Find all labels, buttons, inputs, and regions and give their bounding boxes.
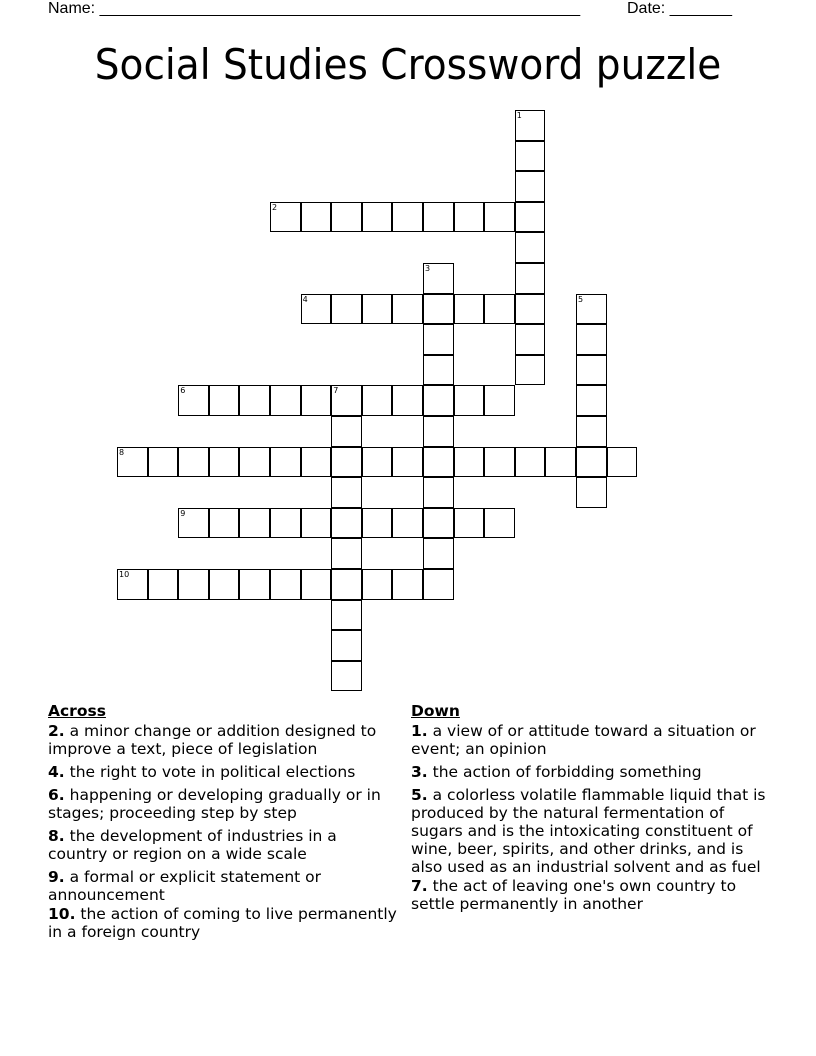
- grid-cell[interactable]: [331, 661, 362, 692]
- grid-cell[interactable]: [515, 171, 546, 202]
- cell-number: 2: [272, 202, 278, 212]
- clue-number: 8.: [48, 827, 65, 845]
- cell-number: 1: [516, 111, 522, 120]
- clue-number: 4.: [48, 763, 65, 781]
- grid-cell[interactable]: [454, 202, 485, 233]
- grid-cell[interactable]: [454, 447, 485, 478]
- grid-cell[interactable]: [423, 385, 454, 416]
- cell-number: 7: [333, 386, 339, 396]
- clue-down-5: [411, 786, 771, 876]
- page-title: Social Studies Crossword puzzle: [94, 40, 722, 89]
- clue-down-1: [411, 722, 771, 758]
- grid-cell[interactable]: [576, 294, 607, 325]
- grid-cell[interactable]: [362, 508, 393, 539]
- grid-cell[interactable]: [301, 202, 332, 233]
- grid-cell[interactable]: [515, 110, 546, 141]
- cell-number: 5: [578, 294, 584, 304]
- clue-text: a formal or explicit statement or announcement: [48, 868, 322, 904]
- grid-cell[interactable]: [576, 385, 607, 416]
- grid-cell[interactable]: [178, 508, 209, 539]
- clue-number: 2.: [48, 722, 65, 740]
- grid-cell[interactable]: [392, 508, 423, 539]
- grid-cell[interactable]: [454, 385, 485, 416]
- clue-text: the action of forbidding something: [432, 763, 702, 781]
- grid-cell[interactable]: [331, 600, 362, 631]
- grid-cell[interactable]: [423, 294, 454, 325]
- grid-cell[interactable]: [301, 508, 332, 539]
- grid-cell[interactable]: [484, 447, 515, 478]
- grid-cell[interactable]: [239, 447, 270, 478]
- grid-cell[interactable]: [423, 477, 454, 508]
- clue-number: 1.: [411, 722, 428, 740]
- grid-cell[interactable]: [392, 447, 423, 478]
- grid-cell[interactable]: [362, 385, 393, 416]
- grid-cell[interactable]: [239, 385, 270, 416]
- clue-number: 6.: [48, 786, 65, 804]
- clue-across-4: [48, 763, 398, 781]
- name-field[interactable]: Name: ______________________________________________________: [48, 0, 581, 17]
- grid-cell[interactable]: [331, 538, 362, 569]
- clue-across-6: [48, 786, 398, 822]
- grid-cell[interactable]: [392, 385, 423, 416]
- grid-cell[interactable]: [178, 447, 209, 478]
- grid-cell[interactable]: [362, 447, 393, 478]
- grid-cell[interactable]: [423, 355, 454, 386]
- grid-cell[interactable]: [576, 447, 607, 478]
- grid-cell[interactable]: [454, 508, 485, 539]
- grid-cell[interactable]: [515, 294, 546, 325]
- across-clues: [48, 702, 398, 946]
- grid-cell[interactable]: [301, 447, 332, 478]
- clue-number: 7.: [411, 877, 428, 895]
- grid-cell[interactable]: [515, 202, 546, 233]
- grid-cell[interactable]: [515, 232, 546, 263]
- date-field[interactable]: Date: _______: [627, 0, 732, 17]
- grid-cell[interactable]: [239, 569, 270, 600]
- cell-number: 10: [119, 570, 130, 579]
- grid-cell[interactable]: [392, 202, 423, 233]
- grid-cell[interactable]: [331, 294, 362, 325]
- grid-cell[interactable]: [270, 508, 301, 539]
- grid-cell[interactable]: [148, 447, 179, 478]
- grid-cell[interactable]: [331, 569, 362, 600]
- grid-cell[interactable]: [607, 447, 638, 478]
- cell-number: 6: [180, 386, 186, 396]
- grid-cell[interactable]: [270, 447, 301, 478]
- grid-cell[interactable]: [362, 569, 393, 600]
- grid-cell[interactable]: [301, 385, 332, 416]
- grid-cell[interactable]: [178, 385, 209, 416]
- clue-number: 9.: [48, 868, 65, 886]
- clue-across-9: [48, 868, 398, 904]
- grid-cell[interactable]: [117, 447, 148, 478]
- across-heading: Across: [48, 702, 106, 720]
- cell-number: 8: [119, 447, 125, 457]
- grid-cell[interactable]: [331, 416, 362, 447]
- clue-text: the development of industries in a country or region on a wide scale: [48, 827, 337, 863]
- clue-text: happening or developing gradually or in stages; proceeding step by step: [48, 786, 381, 822]
- clue-down-3: [411, 763, 771, 781]
- grid-cell[interactable]: [301, 569, 332, 600]
- clue-across-10: [48, 905, 398, 941]
- cell-number: 4: [302, 294, 308, 304]
- grid-cell[interactable]: [331, 385, 362, 416]
- grid-cell[interactable]: [331, 477, 362, 508]
- grid-cell[interactable]: [270, 569, 301, 600]
- clue-text: the action of coming to live permanently in a foreign country: [48, 905, 397, 941]
- grid-cell[interactable]: [301, 294, 332, 325]
- clue-number: 10.: [48, 905, 76, 923]
- clue-text: a minor change or addition designed to improve a text, piece of legislation: [48, 722, 377, 758]
- grid-cell[interactable]: [392, 569, 423, 600]
- grid-cell[interactable]: [484, 385, 515, 416]
- grid-cell[interactable]: [362, 294, 393, 325]
- grid-cell[interactable]: [576, 477, 607, 508]
- grid-cell[interactable]: [423, 569, 454, 600]
- grid-cell[interactable]: [209, 569, 240, 600]
- grid-cell[interactable]: [270, 202, 301, 233]
- clue-number: 3.: [411, 763, 428, 781]
- grid-cell[interactable]: [576, 355, 607, 386]
- clue-across-8: [48, 827, 398, 863]
- grid-cell[interactable]: [515, 355, 546, 386]
- cell-number: 9: [180, 508, 186, 518]
- grid-cell[interactable]: [423, 263, 454, 294]
- cell-number: 3: [425, 264, 431, 273]
- grid-cell[interactable]: [423, 538, 454, 569]
- grid-cell[interactable]: [148, 569, 179, 600]
- grid-cell[interactable]: [484, 294, 515, 325]
- grid-cell[interactable]: [515, 324, 546, 355]
- clue-number: 5.: [411, 786, 428, 804]
- clue-text: a colorless volatile flammable liquid that is produced by the natural fermentation of sugars and is the intoxicating constituent of wine, beer, spirits, and other drinks, and is also used as an industrial solvent and as fuel: [411, 786, 766, 876]
- grid-cell[interactable]: [209, 447, 240, 478]
- grid-cell[interactable]: [545, 447, 576, 478]
- grid-cell[interactable]: [423, 202, 454, 233]
- clue-down-7: [411, 877, 771, 913]
- grid-cell[interactable]: [331, 508, 362, 539]
- grid-cell[interactable]: [331, 630, 362, 661]
- clue-text: the act of leaving one's own country to settle permanently in another: [411, 877, 737, 913]
- grid-cell[interactable]: [209, 508, 240, 539]
- clue-text: the right to vote in political elections: [69, 763, 356, 781]
- grid-cell[interactable]: [576, 324, 607, 355]
- grid-cell[interactable]: [331, 447, 362, 478]
- grid-cell[interactable]: [362, 202, 393, 233]
- down-heading: Down: [411, 702, 460, 720]
- grid-cell[interactable]: [423, 508, 454, 539]
- grid-cell[interactable]: [515, 447, 546, 478]
- grid-cell[interactable]: [178, 569, 209, 600]
- clue-across-2: [48, 722, 398, 758]
- grid-cell[interactable]: [515, 263, 546, 294]
- grid-cell[interactable]: [270, 385, 301, 416]
- grid-cell[interactable]: [454, 294, 485, 325]
- grid-cell[interactable]: [423, 324, 454, 355]
- grid-cell[interactable]: [484, 508, 515, 539]
- grid-cell[interactable]: [209, 385, 240, 416]
- grid-cell[interactable]: [484, 202, 515, 233]
- grid-cell[interactable]: [423, 416, 454, 447]
- grid-cell[interactable]: [392, 294, 423, 325]
- grid-cell[interactable]: [239, 508, 270, 539]
- grid-cell[interactable]: [515, 141, 546, 172]
- grid-cell[interactable]: [331, 202, 362, 233]
- down-clues: [411, 702, 771, 918]
- grid-cell[interactable]: [117, 569, 148, 600]
- clue-text: a view of or attitude toward a situation or event; an opinion: [411, 722, 756, 758]
- grid-cell[interactable]: [423, 447, 454, 478]
- grid-cell[interactable]: [576, 416, 607, 447]
